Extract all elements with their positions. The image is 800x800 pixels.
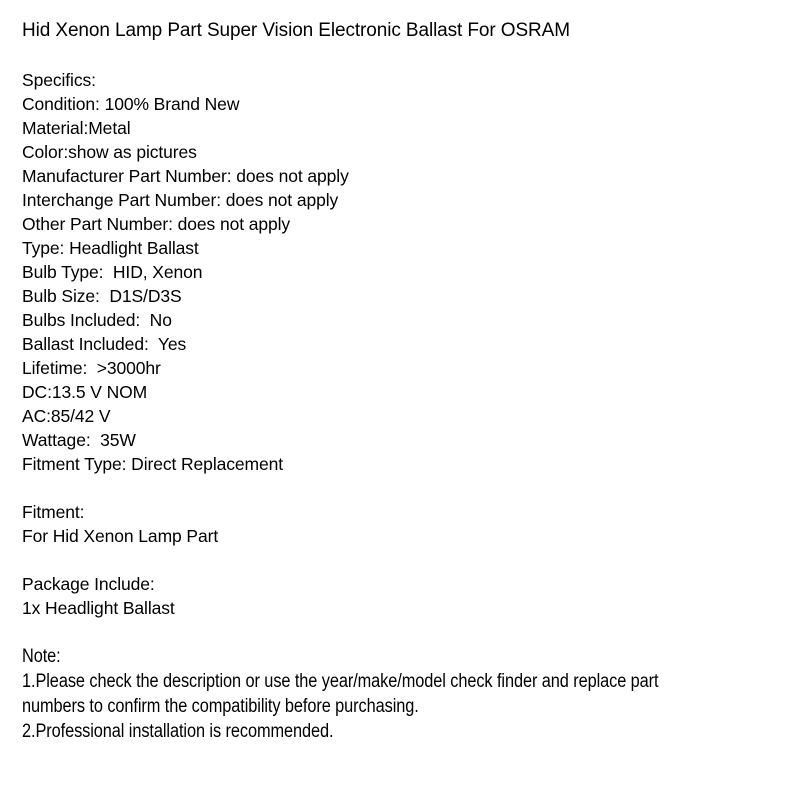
spec-sections-container (22, 68, 778, 744)
text-line: 1x Headlight Ballast (22, 598, 175, 618)
text-line: Ballast Included: Yes (22, 334, 187, 354)
text-line: DC:13.5 V NOM (22, 382, 148, 402)
text-line: Note: (22, 646, 61, 667)
text-line: Specifics: (22, 70, 96, 90)
section-note (22, 644, 778, 744)
text-line: For Hid Xenon Lamp Part (22, 526, 219, 546)
text-line: Fitment Type: Direct Replacement (22, 454, 284, 474)
text-line: Lifetime: >3000hr (22, 358, 161, 378)
text-line: Package Include: (22, 574, 155, 594)
section-package (22, 572, 778, 620)
section-fitment (22, 500, 778, 548)
text-line: Manufacturer Part Number: does not apply (22, 166, 349, 186)
text-line: Bulb Type: HID, Xenon (22, 262, 203, 282)
text-line: Condition: 100% Brand New (22, 94, 240, 114)
page-title: Hid Xenon Lamp Part Super Vision Electronic Ballast For OSRAM (22, 20, 570, 41)
text-line: 1.Please check the description or use the year/make/model check finder and replace part (22, 671, 659, 692)
section-specifics (22, 68, 778, 476)
text-line: Bulbs Included: No (22, 310, 172, 330)
text-line: Other Part Number: does not apply (22, 214, 291, 234)
text-line: Color:show as pictures (22, 142, 197, 162)
text-line: Bulb Size: D1S/D3S (22, 286, 182, 306)
text-line: Interchange Part Number: does not apply (22, 190, 339, 210)
text-line: numbers to confirm the compatibility before purchasing. (22, 696, 419, 717)
text-line: Wattage: 35W (22, 430, 136, 450)
text-line: Type: Headlight Ballast (22, 238, 199, 258)
text-line: Fitment: (22, 502, 85, 522)
text-line: AC:85/42 V (22, 406, 111, 426)
text-line: 2.Professional installation is recommended. (22, 721, 334, 742)
text-line: Material:Metal (22, 118, 131, 138)
